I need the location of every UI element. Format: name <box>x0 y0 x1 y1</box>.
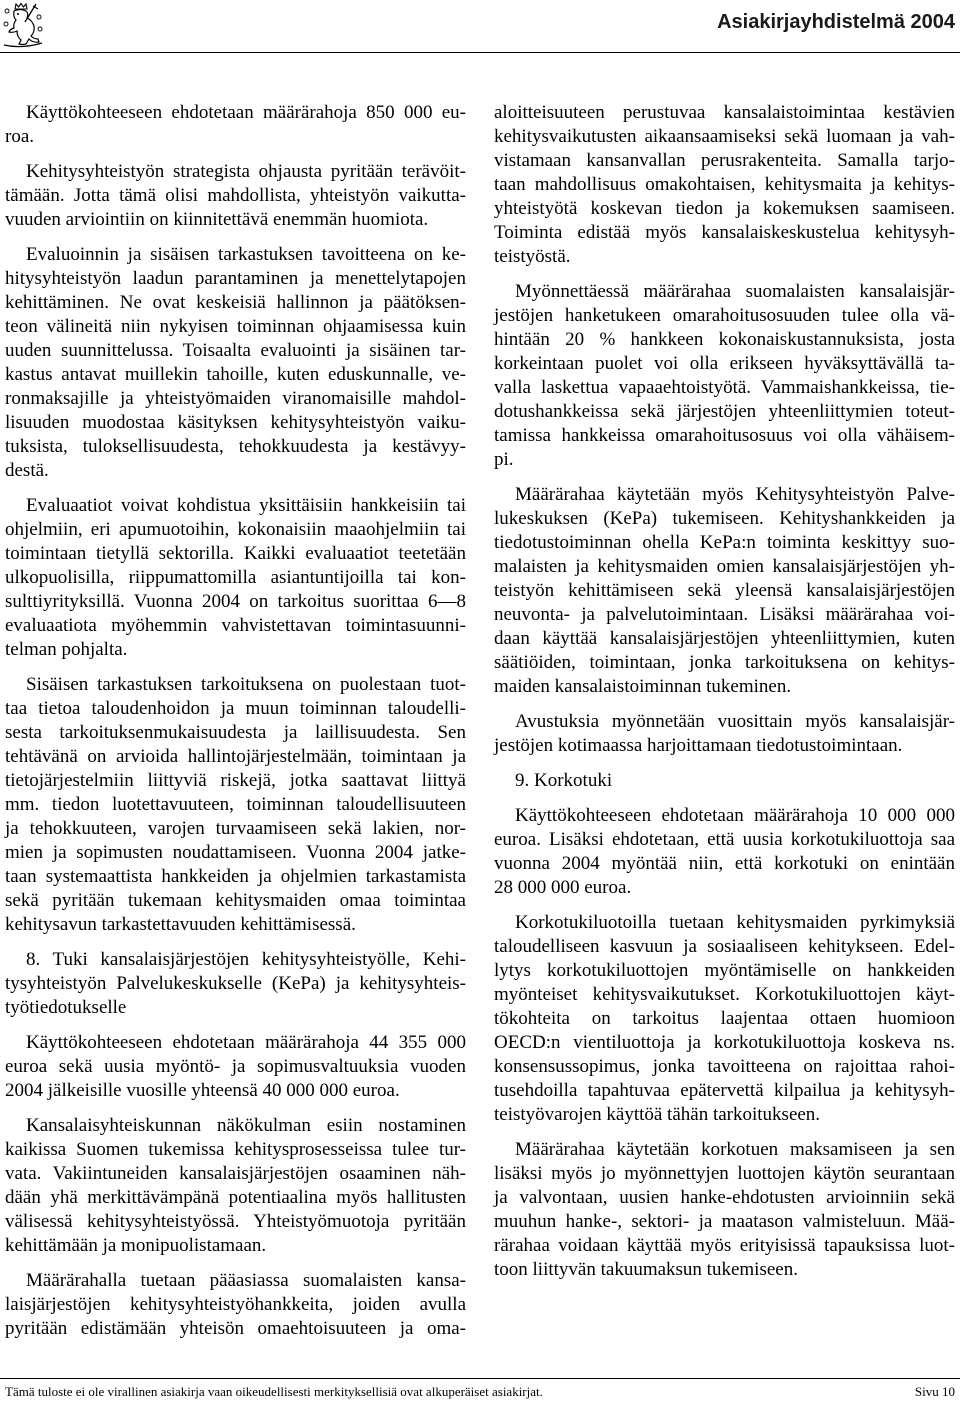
text-line: tusehdoilla tapahtuvaa epätervettä kilpailua ja kehitysyh- <box>494 1080 955 1101</box>
text-line: kehittäminen. Ne ovat keskeisiä hallinnon ja päätöksen- <box>5 292 466 313</box>
text-line: destä. <box>5 460 49 481</box>
section-heading <box>5 948 466 1020</box>
text-line: Evaluoinnin ja sisäisen tarkastuksen tavoitteena on ke- <box>26 244 466 265</box>
body-paragraph <box>5 673 466 937</box>
text-line: ronmaksajille ja yhteistyömaiden viranomaisille mahdol- <box>5 388 466 409</box>
body-paragraph <box>5 1269 466 1341</box>
text-line: Määrärahaa käytetään myös Kehitysyhteistyön Palve- <box>515 484 955 505</box>
text-line: muuhun hanke-, sektori- ja maatason valmisteluun. Mää- <box>494 1211 955 1232</box>
text-line: 9. Korkotuki <box>515 770 613 791</box>
text-line: pyritään edistämään yhteisön omaehtoisuuteen ja oma- <box>5 1318 466 1339</box>
text-line: malaisten ja kehitysmaiden omien kansalaisjärjestöjen yh- <box>494 556 955 577</box>
text-line: euroa. Lisäksi ehdotetaan, että uusia korkotukiluottoja saa <box>494 829 955 850</box>
text-line: dään yhä merkittävämpänä potentiaalina myös hallitusten <box>5 1187 466 1208</box>
text-line: mm. tiedon luotettavuuteen, toiminnan taloudellisuuteen <box>5 794 466 815</box>
text-line: tehtävänä on arvioida hallintojärjestelmään, toimintaan ja <box>5 746 466 767</box>
document-title: Asiakirjayhdistelmä 2004 <box>717 11 955 33</box>
text-line: taa tietoa taloudenhoidon ja muun toiminnan taloudelli- <box>5 698 466 719</box>
body-paragraph <box>494 280 955 472</box>
text-line: toon liittyvän takuumaksun tukemiseen. <box>494 1259 798 1280</box>
text-line: uuden suunnittelussa. Toisaalta evaluointi ja sisäinen tar- <box>5 340 466 361</box>
text-line: jestöjen kotimaassa harjoittamaan tiedotustoimintaan. <box>494 735 903 756</box>
text-line: Kehitysyhteistyön strategista ohjausta pyritään terävöit- <box>26 161 466 182</box>
text-line: vuonna 2004 myöntää niin, että korkotuki on enintään <box>494 853 955 874</box>
section-heading <box>494 769 955 793</box>
text-line: Kansalaisyhteiskunnan näkökulman esiin nostaminen <box>26 1115 466 1136</box>
text-line: vuuden arviointiin on kiinnitettävä enemmän huomiota. <box>5 209 429 230</box>
text-line: euroa sekä uusia myöntö- ja sopimusvaltuuksia vuoden <box>5 1056 466 1077</box>
text-line: roa. <box>5 126 35 147</box>
left-text-column <box>5 101 466 1352</box>
text-line: taloudelliseen kasvuun ja sosiaaliseen kehitykseen. Edel- <box>494 936 955 957</box>
text-line: Avustuksia myönnetään vuosittain myös kansalaisjär- <box>515 711 955 732</box>
text-line: ohjelmiin, eri apumuotoihin, kokonaisiin maaohjelmiin tai <box>5 519 466 540</box>
text-line: kastus antavat muillekin tahoille, kuten eduskunnalle, ve- <box>5 364 466 385</box>
text-line: Myönnettäessä määrärahaa suomalaisten kansalaisjär- <box>515 281 955 302</box>
text-line: sesta tarkoituksenmukaisuudesta ja laillisuudesta. Sen <box>5 722 466 743</box>
text-line: 8. Tuki kansalaisjärjestöjen kehitysyhteistyölle, Kehi- <box>26 949 466 970</box>
text-line: ja valvontaan, uusien hanke-ehdotusten arvioinniin sekä <box>494 1187 955 1208</box>
text-line: kehitysvaikutusten aikaansaamiseksi sekä luomaan ja vah- <box>494 126 955 147</box>
text-line: säätiöiden, toimintaan, jonka tarkoituksena on kehitys- <box>494 652 955 673</box>
text-line: sulttiyrityksillä. Vuonna 2004 on tarkoitus suorittaa 6—8 <box>5 591 466 612</box>
page-number: Sivu 10 <box>914 1384 955 1399</box>
text-line: daan käyttää kansalaisjärjestöjen yhteenliittymien, kuten <box>494 628 955 649</box>
text-line: kaikissa Suomen tukemissa kehitysprosesseissa tulee tur- <box>5 1139 466 1160</box>
text-line: Toiminta edistää myös kansalaiskeskustelua kehitysyh- <box>494 222 955 243</box>
text-line: ja tehokkuuteen, varojen turvaamiseen sekä lakien, nor- <box>5 818 466 839</box>
text-line: teistyöstä. <box>494 246 571 267</box>
text-line: vistamaan kansanvallan perusrakenteita. Samalla tarjo- <box>494 150 955 171</box>
text-line: sekä pyritään tukemaan kehitysmaiden omaa toimintaa <box>5 890 466 911</box>
text-line: teistyövarojen käyttöä tähän tarkoitukseen. <box>494 1104 821 1125</box>
text-line: rärahaa voidaan käyttää myös erityisissä tapauksissa luot- <box>494 1235 955 1256</box>
text-line: taan mahdollisuus omakohtaisen, kehitysmaita ja kehitys- <box>494 174 955 195</box>
text-line: Korkotukiluotoilla tuetaan kehitysmaiden pyrkimyksiä <box>515 912 955 933</box>
text-line: evaluaatiota myöhemmin vahvistettavan toimintasuunni- <box>5 615 466 636</box>
text-line: neuvonta- ja palvelutoimintaan. Lisäksi määrärahaa voi- <box>494 604 955 625</box>
text-line: korkeintaan puolet voi olla erikseen hyväksyttävällä ta- <box>494 353 955 374</box>
body-paragraph <box>494 710 955 758</box>
text-line: jestöjen hanketukeen omarahoitusosuuden tulee olla vä- <box>494 305 955 326</box>
body-paragraph <box>5 1114 466 1258</box>
body-paragraph <box>494 804 955 900</box>
body-paragraph <box>5 494 466 662</box>
text-line: Käyttökohteeseen ehdotetaan määrärahoja 10 000 000 <box>515 805 955 826</box>
text-line: Käyttökohteeseen ehdotetaan määrärahoja 44 355 000 <box>26 1032 466 1053</box>
text-line: Evaluaatiot voivat kohdistua yksittäisiin hankkeisiin tai <box>26 495 466 516</box>
text-line: tökohteita on tarkoitus laajentaa ottaen huomioon <box>494 1008 955 1029</box>
text-line: kehitysavun tarkastettavuuden kehittämisessä. <box>5 914 356 935</box>
text-line: laisjärjestöjen kehitysyhteistyöhankkeita, joiden avulla <box>5 1294 466 1315</box>
text-line: lisäksi myös jo myönnettyjen luottojen käytön seurantaan <box>494 1163 955 1184</box>
body-paragraph <box>5 243 466 483</box>
text-line: lukeskuksen (KePa) tukemiseen. Kehityshankkeiden ja <box>494 508 955 529</box>
text-line: tämään. Jotta tämä olisi mahdollista, yhteistyön vaikutta- <box>5 185 466 206</box>
text-line: Käyttökohteeseen ehdotetaan määrärahoja 850 000 eu- <box>26 102 466 123</box>
text-line: telman pohjalta. <box>5 639 128 660</box>
lion-coat-of-arms-icon <box>2 2 44 48</box>
text-line: maiden kansalaistoiminnan tukeminen. <box>494 676 792 697</box>
text-line: tysyhteistyön Palvelukeskukselle (KePa) ja kehitysyhteis- <box>5 973 466 994</box>
text-line: toimintaan tietyllä sektorilla. Kaikki evaluaatiot teetetään <box>5 543 466 564</box>
footer-disclaimer: Tämä tuloste ei ole virallinen asiakirja vaan oikeudellisesti merkityksellisiä ovat alkuperäiset asiakirjat. <box>5 1384 543 1399</box>
text-line: hintään 20 % hankkeen kokonaiskustannuksista, josta <box>494 329 955 350</box>
text-line: valla laskettua vapaaehtoistyötä. Vammaishankkeissa, tie- <box>494 377 955 398</box>
text-line: työtiedotukselle <box>5 997 127 1018</box>
body-paragraph <box>5 1031 466 1103</box>
body-paragraph <box>5 101 466 149</box>
text-line: lisuuden muodostaa käsityksen kehitysyhteistyön vaiku- <box>5 412 466 433</box>
text-line: pi. <box>494 449 514 470</box>
text-line: teistyön kehittämiseen sekä yleensä kansalaisjärjestöjen <box>494 580 955 601</box>
header-divider <box>0 52 960 53</box>
text-line: tamissa hankkeissa omarahoitusosuus voi olla vähäisem- <box>494 425 955 446</box>
text-line: 2004 jälkeisille vuosille yhteensä 40 000 000 euroa. <box>5 1080 400 1101</box>
text-line: ulkopuolisilla, riippumattomilla asiantuntijoilla tai kon- <box>5 567 466 588</box>
text-line: taan systemaattista hankkeiden ja ohjelmien tarkastamista <box>5 866 466 887</box>
text-line: Määrärahalla tuetaan pääasiassa suomalaisten kansa- <box>26 1270 466 1291</box>
text-line: yhteistyötä koskevan tiedon ja kokemuksen saamiseen. <box>494 198 955 219</box>
text-line: aloitteisuuteen perustuvaa kansalaistoimintaa kestävien <box>494 102 955 123</box>
text-line: OECD:n vientiluottoja ja korkotukiluottoja koskeva ns. <box>494 1032 955 1053</box>
right-text-column <box>494 101 955 1293</box>
text-line: konsensussopimus, jonka tavoitteena on rajoittaa rahoi- <box>494 1056 955 1077</box>
continued-paragraph <box>494 101 955 269</box>
body-paragraph <box>494 1138 955 1282</box>
text-line: 28 000 000 euroa. <box>494 877 632 898</box>
text-line: hitysyhteistyön laadun parantaminen ja menettelytapojen <box>5 268 466 289</box>
text-line: Määrärahaa käytetään korkotuen maksamiseen ja sen <box>515 1139 955 1160</box>
text-line: välisessä kehitysyhteistyössä. Yhteistyömuotoja pyritään <box>5 1211 466 1232</box>
text-line: teon välineitä niin nykyisen toiminnan ohjaamisessa kuin <box>5 316 466 337</box>
text-line: dotushankkeissa sekä järjestöjen yhteenliittymien toteut- <box>494 401 955 422</box>
text-line: vata. Vakiintuneiden kansalaisjärjestöjen osaaminen näh- <box>5 1163 466 1184</box>
text-line: kehittämään ja monipuolistamaan. <box>5 1235 267 1256</box>
body-paragraph <box>5 160 466 232</box>
text-line: mien ja sopimusten noudattamiseen. Vuonna 2004 jatke- <box>5 842 466 863</box>
text-line: tiedotustoiminnan ohella KePa:n toiminta keskittyy suo- <box>494 532 955 553</box>
text-line: lytys korkotukiluottojen myöntämiselle on hankkeiden <box>494 960 955 981</box>
text-line: myönteiset kehitysvaikutukset. Korkotukiluottojen käyt- <box>494 984 955 1005</box>
body-paragraph <box>494 911 955 1127</box>
text-line: tietojärjestelmiin liittyviä riskejä, jotka saattavat liittyä <box>5 770 466 791</box>
text-line: Sisäisen tarkastuksen tarkoituksena on puolestaan tuot- <box>26 674 466 695</box>
text-line: tuksista, tuloksellisuudesta, tehokkuudesta ja kestävyy- <box>5 436 466 457</box>
body-paragraph <box>494 483 955 699</box>
footer-divider <box>0 1378 960 1379</box>
